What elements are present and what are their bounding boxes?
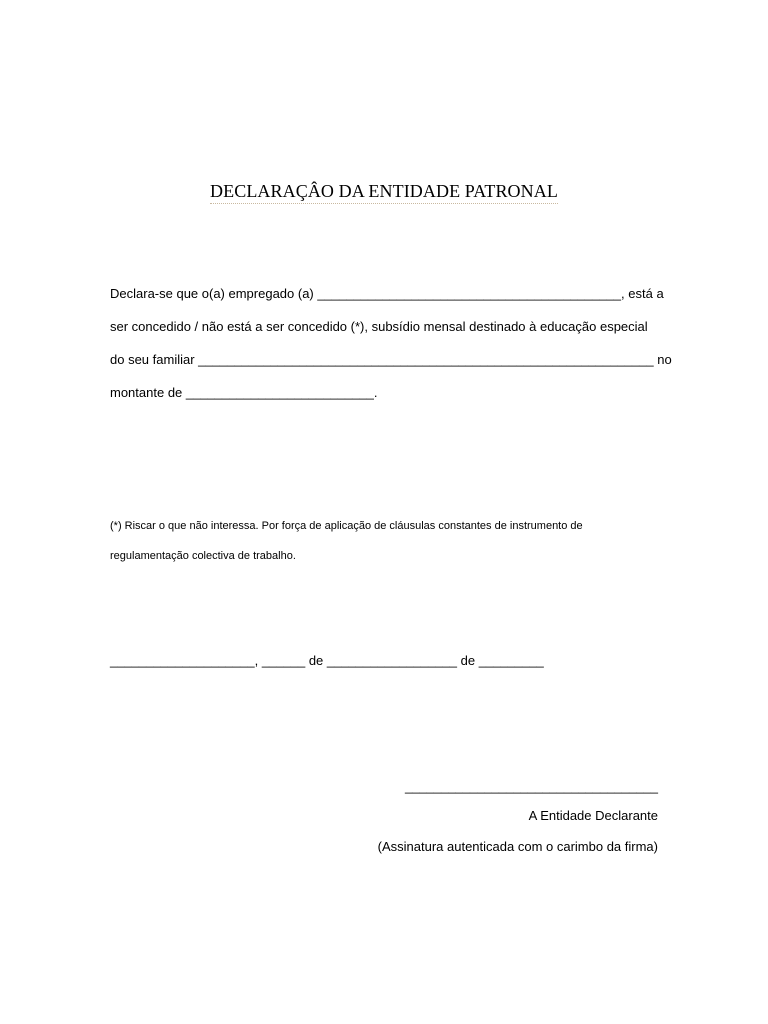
paragraph-line-1: Declara-se que o(a) empregado (a) __________________________________________, está a xyxy=(110,286,664,301)
paragraph-line-3: do seu familiar _______________________________________________________________ no xyxy=(110,352,672,367)
document-title-text: DECLARAÇÂO DA ENTIDADE PATRONAL xyxy=(210,181,558,204)
footnote-line-2: regulamentação colectiva de trabalho. xyxy=(110,550,296,562)
signature-label: A Entidade Declarante xyxy=(528,808,658,823)
paragraph-line-4: montante de __________________________. xyxy=(110,385,378,400)
document-title xyxy=(0,181,768,202)
paragraph-line-2: ser concedido / não está a ser concedido (*), subsídio mensal destinado à educação especial xyxy=(110,319,648,334)
signature-note: (Assinatura autenticada com o carimbo da firma) xyxy=(377,839,658,854)
footnote-line-1: (*) Riscar o que não interessa. Por força de aplicação de cláusulas constantes de instrumento de xyxy=(110,520,583,532)
place-date-line: ____________________, ______ de __________________ de _________ xyxy=(110,653,544,668)
signature-line: ___________________________________ xyxy=(404,779,658,794)
